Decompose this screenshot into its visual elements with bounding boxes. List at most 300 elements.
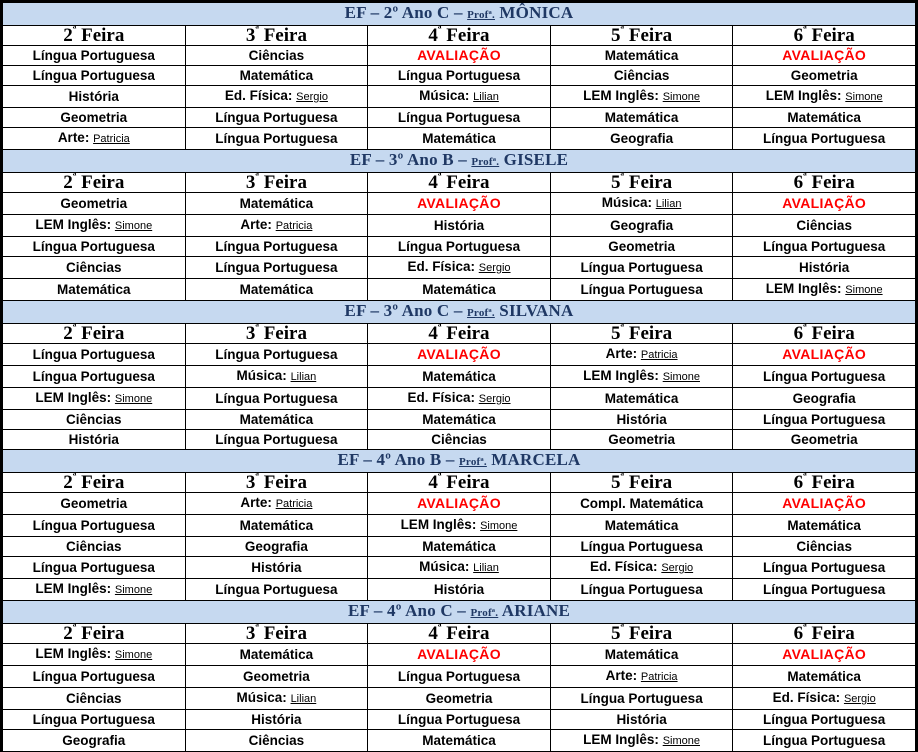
subject-label: Matemática bbox=[422, 733, 496, 748]
subject-cell bbox=[733, 557, 916, 579]
subject-label: Matemática bbox=[787, 669, 861, 684]
evaluation-cell bbox=[733, 344, 916, 366]
weekday-header: $5^ª$ Feira bbox=[550, 173, 733, 193]
subject-label: Matemática bbox=[239, 647, 314, 662]
subject-label: Matemática bbox=[239, 412, 314, 427]
subject-cell bbox=[3, 215, 186, 237]
subject-label: Língua Portuguesa bbox=[215, 110, 338, 125]
subject-teacher: Sergio bbox=[296, 91, 328, 103]
subject-cell bbox=[550, 493, 733, 515]
subject-cell bbox=[368, 366, 551, 388]
subject-label: Geometria bbox=[790, 432, 858, 447]
subject-cell bbox=[185, 86, 368, 108]
weekday-header-row bbox=[3, 473, 916, 493]
subject-cell bbox=[185, 515, 368, 537]
subject-label: Língua Portuguesa bbox=[215, 260, 338, 275]
subject-label: LEM Inglês: bbox=[35, 217, 112, 232]
table-row bbox=[3, 579, 916, 601]
weekday-header: $3^ª$ Feira bbox=[185, 26, 368, 46]
subject-label: Língua Portuguesa bbox=[32, 518, 155, 533]
weekday-header: $4^ª$ Feira bbox=[368, 624, 551, 644]
subject-cell bbox=[3, 410, 186, 430]
subject-label: História bbox=[251, 560, 302, 575]
subject-label: Língua Portuguesa bbox=[397, 68, 521, 83]
table-row bbox=[3, 66, 916, 86]
subject-label: Arte: bbox=[605, 668, 638, 683]
subject-cell bbox=[3, 537, 186, 557]
weekday-header-row bbox=[3, 624, 916, 644]
subject-label: Língua Portuguesa bbox=[763, 560, 886, 575]
evaluation-label: AVALIAÇÃO bbox=[417, 495, 501, 511]
subject-cell bbox=[368, 537, 551, 557]
subject-label: Língua Portuguesa bbox=[763, 412, 886, 427]
table-row bbox=[3, 515, 916, 537]
subject-cell bbox=[733, 279, 916, 301]
weekday-header: $6^ª$ Feira bbox=[733, 26, 916, 46]
class-title bbox=[3, 301, 916, 324]
subject-cell bbox=[368, 666, 551, 688]
class-teacher-name: ARIANE bbox=[501, 601, 571, 620]
evaluation-label: AVALIAÇÃO bbox=[417, 47, 501, 63]
subject-cell bbox=[550, 257, 733, 279]
subject-label: Língua Portuguesa bbox=[32, 239, 155, 254]
subject-cell bbox=[368, 515, 551, 537]
evaluation-label: AVALIAÇÃO bbox=[417, 195, 501, 211]
weekday-header: $3^ª$ Feira bbox=[185, 473, 368, 493]
subject-label: Matemática bbox=[604, 48, 679, 63]
subject-cell bbox=[550, 366, 733, 388]
subject-label: Língua Portuguesa bbox=[397, 669, 521, 684]
subject-cell bbox=[3, 66, 186, 86]
weekday-header: $4^ª$ Feira bbox=[368, 26, 551, 46]
evaluation-label: AVALIAÇÃO bbox=[782, 195, 867, 211]
subject-label: Geometria bbox=[60, 496, 128, 511]
subject-cell bbox=[550, 688, 733, 710]
subject-label: Geografia bbox=[792, 391, 856, 406]
subject-label: Língua Portuguesa bbox=[763, 131, 886, 146]
subject-label: Matemática bbox=[604, 518, 679, 533]
subject-label: Língua Portuguesa bbox=[763, 239, 886, 254]
table-row bbox=[3, 128, 916, 150]
subject-label: Ciências bbox=[796, 539, 852, 554]
table-row bbox=[3, 237, 916, 257]
subject-cell bbox=[368, 215, 551, 237]
subject-label: Geografia bbox=[244, 539, 308, 554]
subject-teacher: Sergio bbox=[478, 393, 511, 405]
subject-label: Língua Portuguesa bbox=[32, 712, 155, 727]
subject-cell bbox=[733, 257, 916, 279]
subject-label: Língua Portuguesa bbox=[32, 48, 155, 63]
subject-cell bbox=[550, 537, 733, 557]
class-title bbox=[3, 601, 916, 624]
subject-label: Língua Portuguesa bbox=[215, 391, 338, 406]
subject-cell bbox=[733, 688, 916, 710]
subject-cell bbox=[185, 537, 368, 557]
subject-label: Matemática bbox=[422, 131, 496, 146]
weekday-header: $4^ª$ Feira bbox=[368, 324, 551, 344]
class-title-row bbox=[3, 3, 916, 26]
subject-label: Música: bbox=[601, 195, 652, 210]
subject-cell bbox=[3, 710, 186, 730]
subject-cell bbox=[368, 237, 551, 257]
evaluation-cell bbox=[368, 193, 551, 215]
subject-cell bbox=[185, 193, 368, 215]
table-row bbox=[3, 279, 916, 301]
subject-cell bbox=[3, 46, 186, 66]
subject-label: LEM Inglês: bbox=[35, 581, 112, 596]
subject-label: Língua Portuguesa bbox=[580, 582, 703, 597]
class-title-prefix: EF – 2º Ano C – bbox=[344, 3, 468, 22]
evaluation-cell bbox=[368, 644, 551, 666]
subject-label: Geometria bbox=[608, 239, 675, 254]
evaluation-label: AVALIAÇÃO bbox=[417, 346, 501, 362]
subject-cell bbox=[733, 430, 916, 450]
subject-label: Geometria bbox=[425, 691, 493, 706]
subject-cell bbox=[3, 688, 186, 710]
subject-teacher: Simone bbox=[845, 284, 883, 296]
subject-label: Língua Portuguesa bbox=[580, 282, 703, 297]
weekday-header: $2^ª$ Feira bbox=[3, 173, 186, 193]
subject-cell bbox=[3, 237, 186, 257]
subject-label: Língua Portuguesa bbox=[215, 582, 338, 597]
subject-label: Ed. Física: bbox=[590, 559, 658, 574]
subject-cell bbox=[733, 128, 916, 150]
subject-cell bbox=[185, 215, 368, 237]
weekday-header: $3^ª$ Feira bbox=[185, 173, 368, 193]
subject-label: Matemática bbox=[604, 110, 679, 125]
subject-teacher: Lilian bbox=[290, 371, 317, 383]
class-title bbox=[3, 3, 916, 26]
subject-cell bbox=[3, 388, 186, 410]
evaluation-label: AVALIAÇÃO bbox=[417, 646, 501, 662]
subject-label: Matemática bbox=[787, 110, 861, 125]
subject-teacher: Simone bbox=[480, 520, 518, 532]
weekday-header: $2^ª$ Feira bbox=[3, 624, 186, 644]
subject-cell bbox=[550, 579, 733, 601]
subject-label: Geografia bbox=[610, 218, 674, 233]
subject-cell bbox=[368, 410, 551, 430]
table-row bbox=[3, 730, 916, 752]
subject-label: Arte: bbox=[240, 217, 272, 232]
subject-label: Matemática bbox=[239, 518, 314, 533]
subject-label: Ciências bbox=[66, 260, 122, 275]
subject-label: Ed. Física: bbox=[224, 88, 293, 103]
class-title-prof-label: Profª. bbox=[470, 607, 499, 619]
subject-cell bbox=[733, 366, 916, 388]
subject-cell bbox=[733, 215, 916, 237]
subject-label: LEM Inglês: bbox=[765, 88, 842, 103]
subject-label: Língua Portuguesa bbox=[32, 68, 155, 83]
weekday-header: $6^ª$ Feira bbox=[733, 473, 916, 493]
evaluation-cell bbox=[733, 493, 916, 515]
subject-cell bbox=[550, 430, 733, 450]
subject-cell bbox=[185, 410, 368, 430]
subject-cell bbox=[185, 644, 368, 666]
table-row bbox=[3, 430, 916, 450]
class-teacher-name: SILVANA bbox=[499, 301, 574, 320]
weekday-header: $6^ª$ Feira bbox=[733, 324, 916, 344]
subject-cell bbox=[185, 257, 368, 279]
class-title-prof-label: Profª. bbox=[471, 156, 500, 168]
class-title bbox=[3, 150, 916, 173]
subject-label: Matemática bbox=[57, 282, 131, 297]
class-title-prefix: EF – 4º Ano B – bbox=[337, 450, 460, 469]
table-row bbox=[3, 710, 916, 730]
subject-label: LEM Inglês: bbox=[400, 517, 477, 532]
evaluation-cell bbox=[368, 493, 551, 515]
subject-label: Língua Portuguesa bbox=[215, 432, 338, 447]
subject-label: Língua Portuguesa bbox=[32, 347, 155, 362]
subject-label: LEM Inglês: bbox=[583, 88, 659, 103]
weekday-header: $5^ª$ Feira bbox=[550, 26, 733, 46]
subject-label: Ciências bbox=[248, 733, 305, 748]
subject-label: História bbox=[616, 712, 667, 727]
subject-label: Língua Portuguesa bbox=[215, 131, 338, 146]
subject-cell bbox=[550, 66, 733, 86]
subject-cell bbox=[185, 128, 368, 150]
subject-cell bbox=[185, 666, 368, 688]
subject-cell bbox=[185, 710, 368, 730]
subject-label: Ed. Física: bbox=[407, 259, 475, 274]
subject-teacher: Simone bbox=[114, 220, 153, 232]
subject-cell bbox=[550, 108, 733, 128]
subject-label: Ciências bbox=[66, 691, 122, 706]
subject-cell bbox=[368, 66, 551, 86]
subject-teacher: Patricia bbox=[275, 498, 313, 510]
subject-cell bbox=[368, 86, 551, 108]
weekday-header: $6^ª$ Feira bbox=[733, 173, 916, 193]
subject-label: Geometria bbox=[60, 110, 128, 125]
subject-label: Compl. Matemática bbox=[580, 496, 704, 511]
table-row bbox=[3, 410, 916, 430]
subject-label: Ciências bbox=[613, 68, 670, 83]
subject-label: Arte: bbox=[605, 346, 638, 361]
subject-teacher: Simone bbox=[662, 371, 700, 383]
table-row bbox=[3, 366, 916, 388]
subject-cell bbox=[733, 666, 916, 688]
subject-teacher: Patricia bbox=[93, 133, 130, 145]
subject-label: Língua Portuguesa bbox=[32, 669, 155, 684]
class-title-row bbox=[3, 601, 916, 624]
table-row bbox=[3, 344, 916, 366]
subject-cell bbox=[550, 410, 733, 430]
subject-cell bbox=[185, 730, 368, 752]
weekday-header: $5^ª$ Feira bbox=[550, 324, 733, 344]
subject-label: Ed. Física: bbox=[772, 690, 841, 705]
subject-cell bbox=[3, 644, 186, 666]
subject-cell bbox=[368, 710, 551, 730]
subject-label: História bbox=[433, 582, 485, 597]
subject-label: Música: bbox=[236, 368, 287, 383]
subject-label: Ciências bbox=[248, 48, 305, 63]
evaluation-cell bbox=[733, 193, 916, 215]
subject-cell bbox=[3, 344, 186, 366]
subject-cell bbox=[368, 108, 551, 128]
subject-cell bbox=[185, 493, 368, 515]
weekday-header: $2^ª$ Feira bbox=[3, 324, 186, 344]
subject-label: Arte: bbox=[240, 495, 272, 510]
evaluation-cell bbox=[368, 46, 551, 66]
subject-teacher: Sergio bbox=[843, 693, 876, 705]
subject-label: Língua Portuguesa bbox=[763, 369, 886, 384]
subject-cell bbox=[550, 86, 733, 108]
subject-label: Língua Portuguesa bbox=[580, 691, 703, 706]
subject-label: História bbox=[433, 218, 485, 233]
subject-cell bbox=[368, 279, 551, 301]
subject-cell bbox=[185, 688, 368, 710]
subject-label: Língua Portuguesa bbox=[580, 539, 703, 554]
subject-label: LEM Inglês: bbox=[35, 646, 112, 661]
subject-cell bbox=[3, 128, 186, 150]
subject-cell bbox=[733, 730, 916, 752]
subject-cell bbox=[368, 128, 551, 150]
table-row bbox=[3, 688, 916, 710]
subject-cell bbox=[733, 579, 916, 601]
subject-cell bbox=[3, 366, 186, 388]
subject-cell bbox=[550, 279, 733, 301]
timetable-table bbox=[2, 2, 916, 752]
subject-teacher: Patricia bbox=[640, 671, 678, 683]
subject-cell bbox=[733, 388, 916, 410]
subject-label: Geometria bbox=[243, 669, 310, 684]
subject-cell bbox=[368, 688, 551, 710]
subject-label: Geografia bbox=[62, 733, 126, 748]
subject-cell bbox=[185, 279, 368, 301]
subject-label: História bbox=[251, 712, 302, 727]
evaluation-label: AVALIAÇÃO bbox=[782, 495, 867, 511]
evaluation-cell bbox=[733, 644, 916, 666]
subject-cell bbox=[550, 237, 733, 257]
subject-cell bbox=[3, 257, 186, 279]
subject-cell bbox=[3, 108, 186, 128]
subject-label: Ciências bbox=[66, 539, 122, 554]
weekday-header: $5^ª$ Feira bbox=[550, 473, 733, 493]
subject-cell bbox=[3, 730, 186, 752]
subject-label: LEM Inglês: bbox=[35, 390, 112, 405]
subject-cell bbox=[733, 237, 916, 257]
subject-label: Música: bbox=[419, 559, 470, 574]
subject-teacher: Patricia bbox=[640, 349, 678, 361]
subject-label: Arte: bbox=[57, 130, 90, 145]
subject-label: Língua Portuguesa bbox=[580, 260, 703, 275]
subject-cell bbox=[185, 557, 368, 579]
class-title-prefix: EF – 3º Ano B – bbox=[349, 150, 472, 169]
table-row bbox=[3, 193, 916, 215]
subject-cell bbox=[185, 579, 368, 601]
subject-cell bbox=[550, 557, 733, 579]
subject-cell bbox=[733, 537, 916, 557]
weekday-header: $4^ª$ Feira bbox=[368, 473, 551, 493]
table-row bbox=[3, 257, 916, 279]
table-row bbox=[3, 108, 916, 128]
subject-label: Geometria bbox=[60, 196, 128, 211]
subject-cell bbox=[550, 46, 733, 66]
weekday-header-row bbox=[3, 26, 916, 46]
subject-teacher: Lilian bbox=[473, 91, 499, 103]
subject-cell bbox=[368, 730, 551, 752]
subject-cell bbox=[550, 193, 733, 215]
subject-teacher: Lilian bbox=[473, 562, 499, 574]
class-title-prof-label: Profª. bbox=[459, 456, 487, 468]
evaluation-label: AVALIAÇÃO bbox=[782, 47, 867, 63]
class-title-prof-label: Profª. bbox=[467, 9, 495, 21]
subject-label: Língua Portuguesa bbox=[215, 347, 338, 362]
subject-cell bbox=[550, 344, 733, 366]
subject-cell bbox=[368, 257, 551, 279]
subject-cell bbox=[185, 108, 368, 128]
subject-label: História bbox=[616, 412, 667, 427]
subject-label: Língua Portuguesa bbox=[397, 110, 521, 125]
table-row bbox=[3, 46, 916, 66]
subject-teacher: Sergio bbox=[478, 262, 511, 274]
table-row bbox=[3, 215, 916, 237]
subject-label: Música: bbox=[419, 88, 470, 103]
subject-label: Matemática bbox=[422, 282, 496, 297]
subject-teacher: Simone bbox=[114, 649, 153, 661]
subject-cell bbox=[185, 366, 368, 388]
subject-label: Língua Portuguesa bbox=[763, 712, 886, 727]
subject-label: Matemática bbox=[239, 68, 314, 83]
subject-teacher: Simone bbox=[662, 735, 700, 747]
subject-cell bbox=[733, 86, 916, 108]
subject-teacher: Simone bbox=[114, 584, 153, 596]
subject-cell bbox=[550, 710, 733, 730]
subject-cell bbox=[733, 515, 916, 537]
weekday-header-row bbox=[3, 173, 916, 193]
subject-cell bbox=[3, 86, 186, 108]
subject-label: Língua Portuguesa bbox=[397, 712, 521, 727]
class-teacher-name: GISELE bbox=[503, 150, 569, 169]
subject-label: LEM Inglês: bbox=[765, 281, 842, 296]
subject-label: Língua Portuguesa bbox=[32, 369, 155, 384]
subject-cell bbox=[185, 46, 368, 66]
subject-cell bbox=[185, 66, 368, 86]
subject-label: Matemática bbox=[422, 369, 496, 384]
subject-cell bbox=[3, 515, 186, 537]
subject-cell bbox=[368, 430, 551, 450]
subject-cell bbox=[3, 193, 186, 215]
subject-cell bbox=[185, 430, 368, 450]
class-title-prefix: EF – 4º Ano C – bbox=[347, 601, 471, 620]
subject-cell bbox=[733, 410, 916, 430]
subject-cell bbox=[550, 388, 733, 410]
subject-cell bbox=[3, 430, 186, 450]
subject-cell bbox=[733, 108, 916, 128]
subject-label: Matemática bbox=[239, 282, 314, 297]
subject-label: Matemática bbox=[787, 518, 861, 533]
class-title-row bbox=[3, 150, 916, 173]
subject-label: Geografia bbox=[610, 131, 674, 146]
evaluation-cell bbox=[368, 344, 551, 366]
subject-cell bbox=[185, 344, 368, 366]
weekday-header: $5^ª$ Feira bbox=[550, 624, 733, 644]
subject-cell bbox=[368, 388, 551, 410]
subject-cell bbox=[3, 493, 186, 515]
subject-label: LEM Inglês: bbox=[583, 732, 659, 747]
subject-teacher: Lilian bbox=[655, 198, 682, 210]
subject-cell bbox=[3, 557, 186, 579]
table-row bbox=[3, 666, 916, 688]
subject-cell bbox=[733, 710, 916, 730]
class-title-prof-label: Profª. bbox=[467, 307, 495, 319]
subject-cell bbox=[550, 215, 733, 237]
subject-teacher: Simone bbox=[845, 91, 883, 103]
table-row bbox=[3, 557, 916, 579]
subject-label: História bbox=[799, 260, 850, 275]
evaluation-label: AVALIAÇÃO bbox=[782, 346, 867, 362]
table-row bbox=[3, 388, 916, 410]
subject-label: Matemática bbox=[422, 412, 496, 427]
